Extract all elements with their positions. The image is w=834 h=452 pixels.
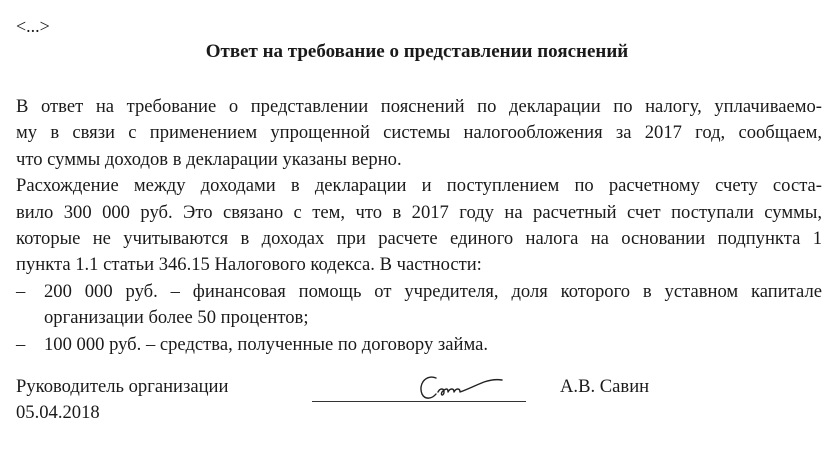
paragraph-discrepancy [16,173,822,279]
list-dash: – [16,280,26,302]
handwritten-signature [414,370,504,404]
list-item-loan [16,332,822,358]
signatory-role: Руководитель организации [16,376,229,397]
text-line: которые не учитываются в доходах при расчете единого налога на основании подпункта 1 [16,228,822,250]
text-line: му в связи с применением упрощенной системы налогообложения за 2017 год, сообщаем, [16,122,822,144]
text-line: что суммы доходов в декларации указаны верно. [16,148,402,170]
text-line: 200 000 руб. – финансовая помощь от учредителя, доля которого в уставном капитале [44,280,822,302]
omission-marker: <...> [16,16,50,36]
document-title: Ответ на требование о представлении пояснений [205,41,629,62]
text-line: организации более 50 процентов; [44,307,309,329]
list-item-financial-aid [16,279,822,332]
text-line: 100 000 руб. – средства, полученные по договору займа. [44,333,488,355]
signature-block [16,374,822,434]
signatory-name: А.В. Савин [560,376,650,397]
text-line: В ответ на требование о представлении пояснений по декларации по налогу, уплачиваемо- [16,96,822,117]
text-line: Расхождение между доходами в декларации и поступлением по расчетному счету соста- [16,175,822,197]
document-body [16,94,822,358]
text-line: пункта 1.1 статьи 346.15 Налогового кодекса. В частности: [16,254,482,276]
document-date: 05.04.2018 [16,402,100,423]
list-dash: – [16,333,26,355]
paragraph-response [16,94,822,173]
text-line: вило 300 000 руб. Это связано с тем, что в 2017 году на расчетный счет поступали суммы, [16,201,822,223]
